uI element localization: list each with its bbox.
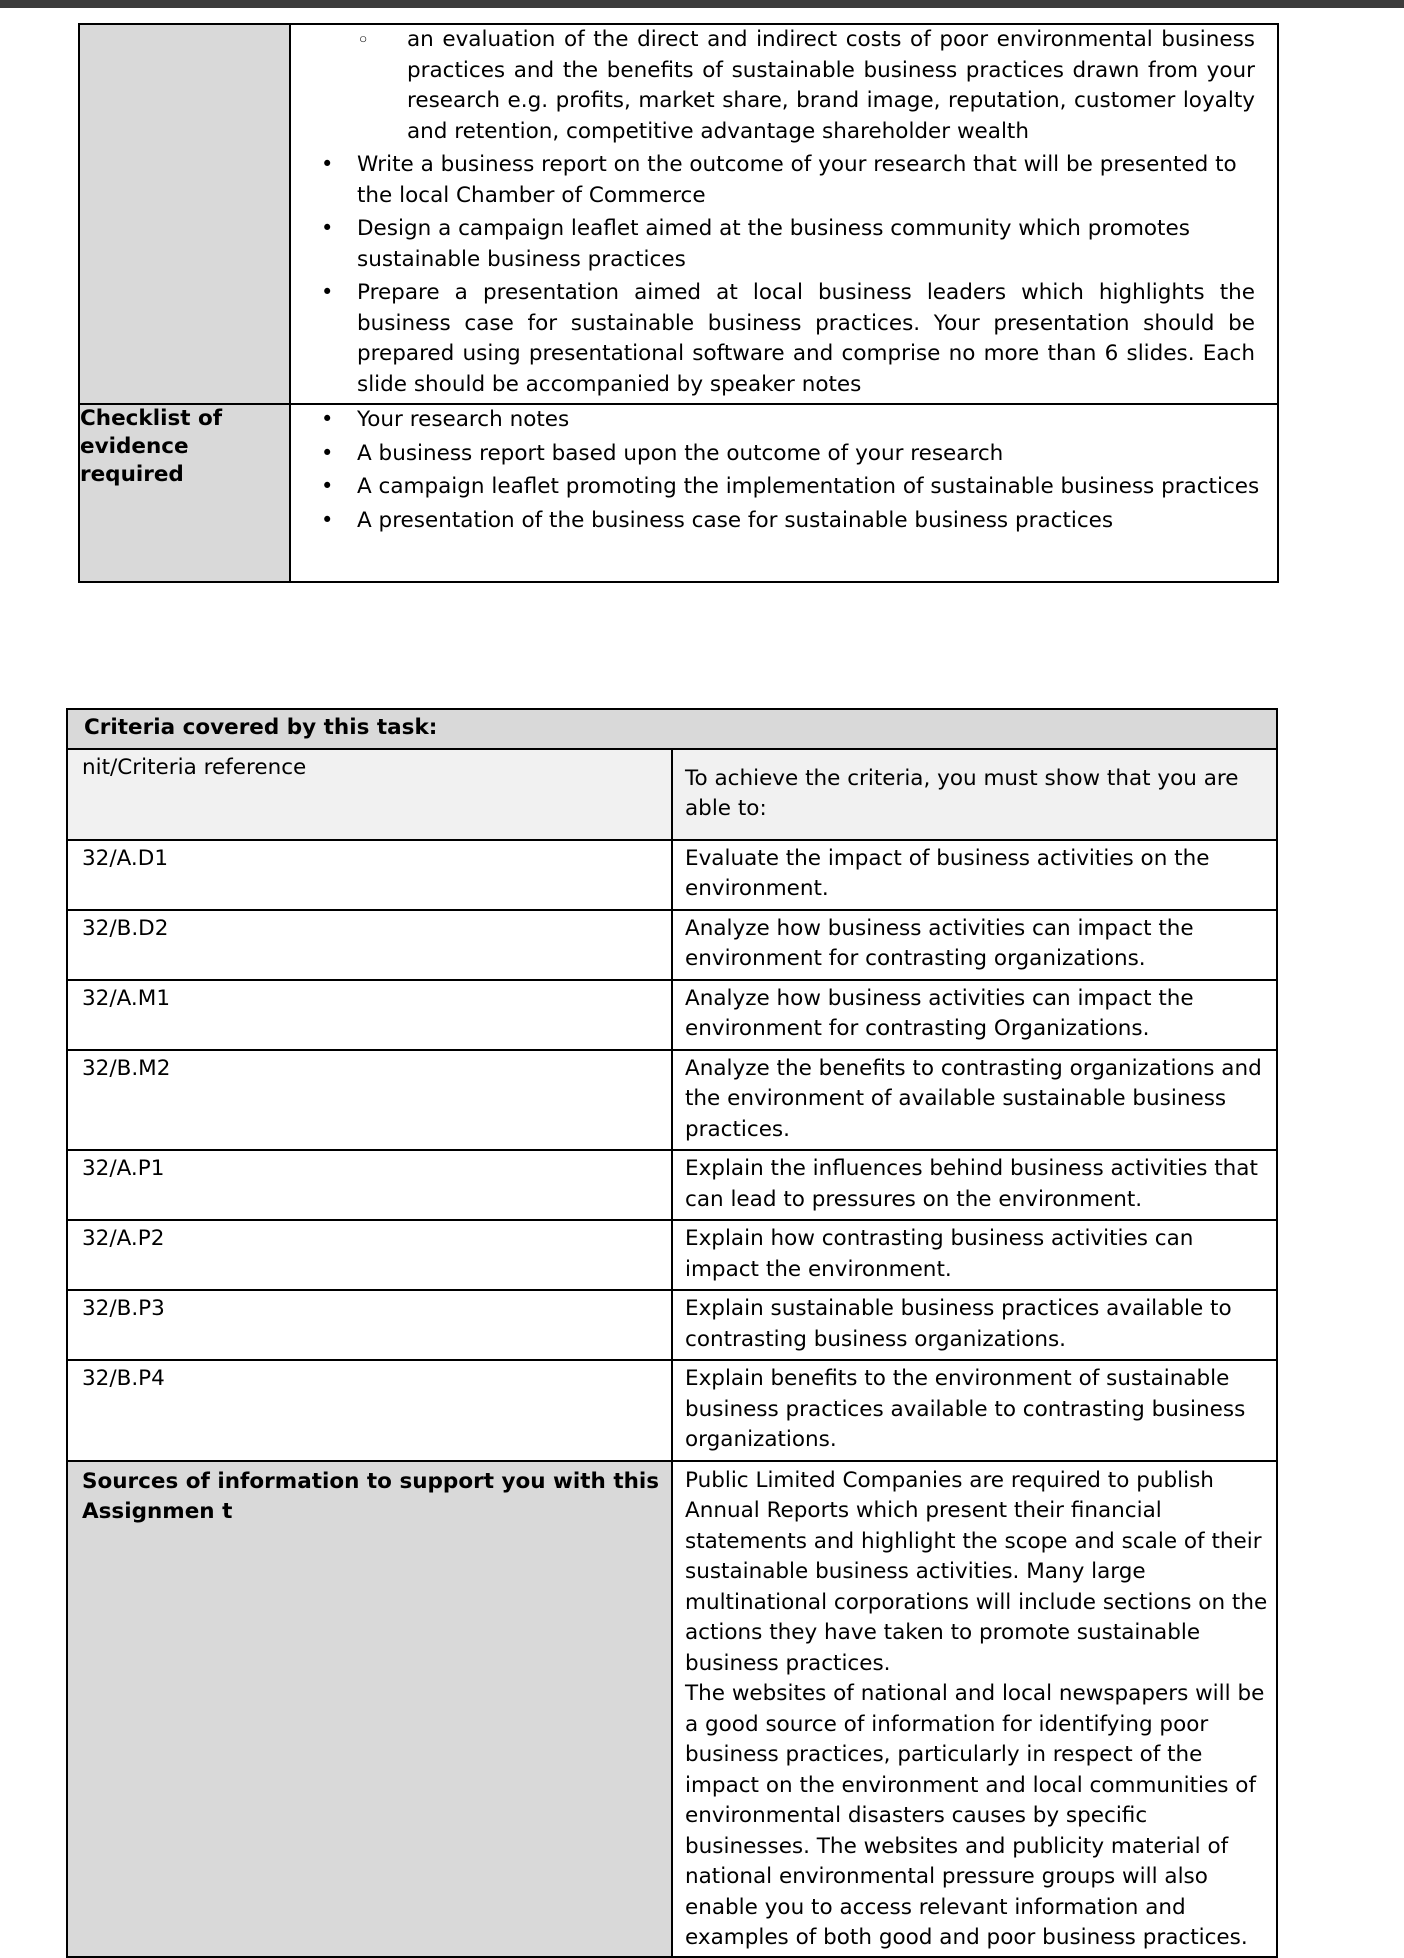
criteria-description: Evaluate the impact of business activities on the environment. [672, 840, 1277, 910]
criteria-description: Explain how contrasting business activities can impact the environment. [672, 1220, 1277, 1290]
list-item: • A campaign leaflet promoting the implementation of sustainable business practices [291, 472, 1277, 503]
criteria-reference: 32/A.M1 [67, 980, 672, 1050]
document-page [0, 8, 1404, 1950]
checklist-label-cell [79, 404, 290, 582]
table-row [67, 1360, 1277, 1461]
table-row [79, 404, 1278, 582]
criteria-description: Explain sustainable business practices available to contrasting business organizations. [672, 1290, 1277, 1360]
table-row [67, 709, 1277, 749]
table-row [67, 1050, 1277, 1151]
table-row [67, 1461, 1277, 1957]
criteria-description: Analyze how business activities can impact the environment for contrasting organizations. [672, 910, 1277, 980]
table-row [67, 910, 1277, 980]
criteria-reference: 32/B.P4 [67, 1360, 672, 1461]
checklist-content-cell [290, 404, 1278, 582]
sources-paragraph: Public Limited Companies are required to publish Annual Reports which present their financial statements and highlight the scope and scale of their sustainable business activities. Many large multinational corporations will include sections on the actions they have taken to promote sustainable business practices. [685, 1467, 1268, 1676]
list-item: • A presentation of the business case for sustainable business practices [291, 506, 1277, 537]
table-row [67, 1220, 1277, 1290]
table-row [67, 1290, 1277, 1360]
criteria-reference: 32/B.P3 [67, 1290, 672, 1360]
list-item: • A business report based upon the outcome of your research [291, 439, 1277, 470]
criteria-reference: 32/B.M2 [67, 1050, 672, 1151]
list-item: ◦ an evaluation of the direct and indirect costs of poor environmental business practices and the benefits of sustainable business practices drawn from your research e.g. profits, market share, brand image, reputation, customer loyalty and retention, competitive advantage shareholder wealth [291, 25, 1277, 147]
criteria-description: Explain the influences behind business activities that can lead to pressures on the environment. [672, 1150, 1277, 1220]
column-header-reference: nit/Criteria reference [67, 749, 672, 840]
list-item: • Your research notes [291, 405, 1277, 436]
list-item: • Prepare a presentation aimed at local business leaders which highlights the business case for sustainable business practices. Your presentation should be prepared using presentational software and comprise no more than 6 slides. Each slide should be accompanied by speaker notes [291, 278, 1277, 400]
column-header-description: To achieve the criteria, you must show that you are able to: [672, 749, 1277, 840]
checklist-label: Checklist of evidence required [80, 406, 223, 487]
table-row [67, 1150, 1277, 1220]
sources-paragraph: The websites of national and local newspapers will be a good source of information for identifying poor business practices, particularly in respect of the impact on the environment and local communities of environmental disasters causes by specific businesses. The websites and publicity material of national environmental pressure groups will also enable you to access relevant information and examples of both good and poor business practices. [685, 1681, 1265, 1950]
sources-of-information-label: Sources of information to support you with this Assignmen t [67, 1461, 672, 1957]
task-bullet-list [291, 25, 1277, 400]
table-row [79, 24, 1278, 404]
list-item: • Write a business report on the outcome of your research that will be presented to the local Chamber of Commerce [291, 150, 1277, 211]
task-row-label-cell [79, 24, 290, 404]
task-row-content-cell [290, 24, 1278, 404]
criteria-description: Explain benefits to the environment of sustainable business practices available to contrasting business organizations. [672, 1360, 1277, 1461]
checklist-bullet-list [291, 405, 1277, 536]
assignment-task-table [78, 23, 1279, 583]
criteria-covered-table [66, 708, 1278, 1958]
table-row [67, 840, 1277, 910]
criteria-description: Analyze how business activities can impact the environment for contrasting Organizations. [672, 980, 1277, 1050]
criteria-reference: 32/B.D2 [67, 910, 672, 980]
criteria-reference: 32/A.P1 [67, 1150, 672, 1220]
table-row [67, 980, 1277, 1050]
criteria-table-title: Criteria covered by this task: [67, 709, 1277, 749]
sources-of-information-body [672, 1461, 1277, 1957]
criteria-reference: 32/A.P2 [67, 1220, 672, 1290]
table-header-row [67, 749, 1277, 840]
criteria-reference: 32/A.D1 [67, 840, 672, 910]
list-item: • Design a campaign leaflet aimed at the business community which promotes sustainable business practices [291, 214, 1277, 275]
criteria-description: Analyze the benefits to contrasting organizations and the environment of available sustainable business practices. [672, 1050, 1277, 1151]
